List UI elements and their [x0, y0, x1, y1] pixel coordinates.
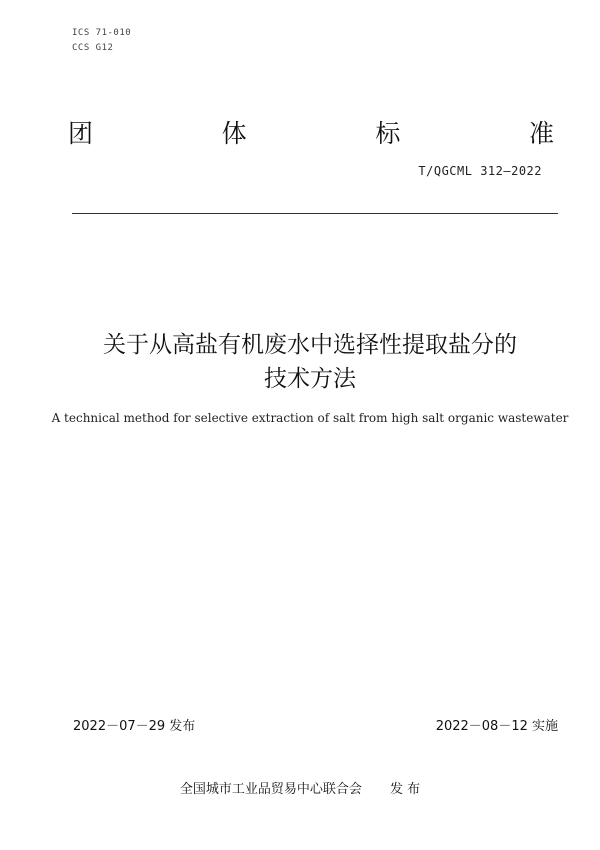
title-chinese-line-1: 关于从高盐有机废水中选择性提取盐分的 — [103, 332, 517, 358]
publisher-line — [0, 778, 600, 797]
implementation-date: 2022－08－12 实施 — [435, 719, 558, 734]
heading-char: 准 — [528, 119, 554, 148]
title-english: A technical method for selective extraction of salt from high salt organic wastewater — [51, 411, 569, 425]
ccs-code: CCS G12 — [72, 43, 114, 53]
title-chinese — [40, 328, 580, 396]
standard-type-heading — [68, 112, 554, 152]
heading-char: 体 — [221, 119, 247, 148]
standard-number: T/QGCML 312—2022 — [418, 164, 542, 178]
header-divider — [72, 213, 558, 214]
title-chinese-line-2: 技术方法 — [264, 366, 356, 392]
ics-code: ICS 71-010 — [72, 28, 132, 38]
publish-action: 发 布 — [389, 782, 421, 797]
heading-char: 团 — [68, 119, 94, 148]
heading-char: 标 — [375, 119, 401, 148]
publisher-name: 全国城市工业品贸易中心联合会 — [179, 782, 362, 797]
issue-date: 2022－07－29 发布 — [73, 719, 196, 734]
